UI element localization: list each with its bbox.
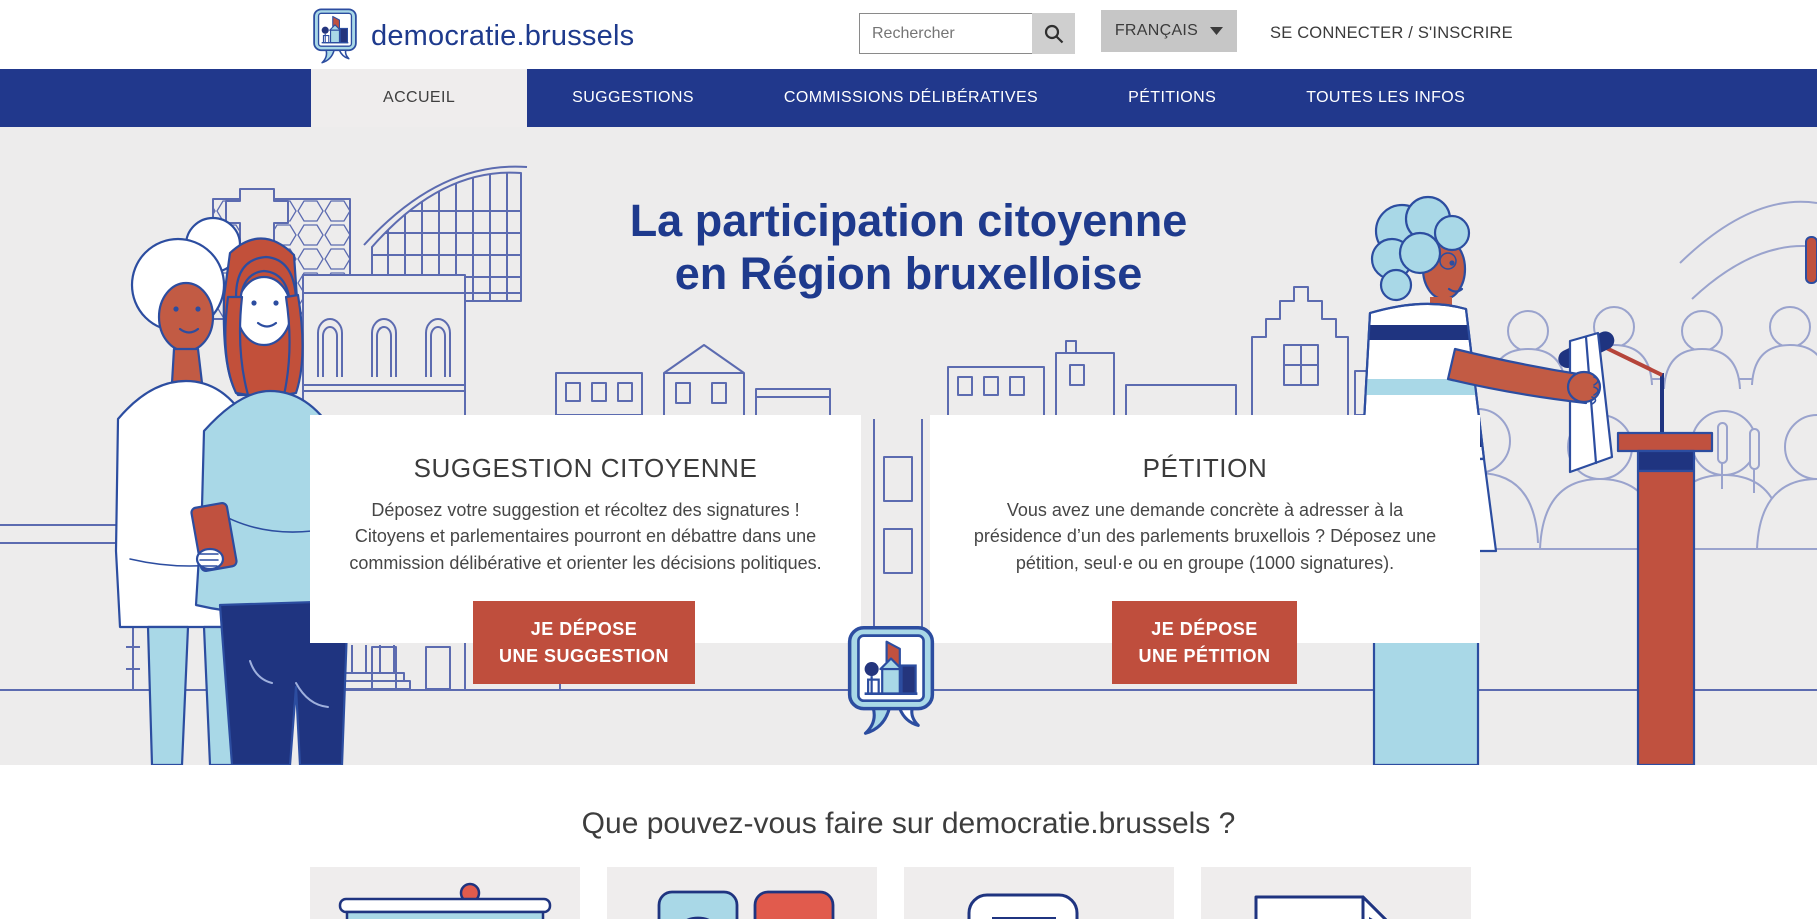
feature-card-page — [1201, 867, 1471, 919]
feature-card-search-vote — [607, 867, 877, 919]
hero-title-line1: La participation citoyenne — [629, 195, 1188, 246]
hero-section — [0, 127, 1817, 765]
hero-title — [0, 195, 1817, 300]
language-label: FRANÇAIS — [1114, 22, 1199, 39]
language-selector[interactable] — [1101, 10, 1237, 52]
chevron-down-icon — [1210, 27, 1223, 35]
hero-title-line2: en Région bruxelloise — [674, 247, 1143, 299]
rounded-document-icon — [904, 867, 1174, 919]
speech-bubble-badge-icon — [847, 625, 935, 736]
what-heading: Que pouvez-vous faire sur democratie.brussels ? — [581, 807, 1236, 840]
suggestion-card-body: Déposez votre suggestion et récoltez des signatures ! Citoyens et parlementaires pourront en débattre dans une commission délibérative et orienter les décisions politiques. — [349, 500, 822, 573]
search-button[interactable] — [1032, 13, 1075, 54]
squares-icon — [607, 867, 877, 919]
submit-petition-button[interactable]: JE DÉPOSE UNE PÉTITION — [1112, 601, 1297, 684]
nav-item-petitions[interactable]: PÉTITIONS — [1128, 89, 1217, 106]
submit-suggestion-button[interactable]: JE DÉPOSE UNE SUGGESTION — [473, 601, 695, 684]
petition-card-title: PÉTITION — [1142, 453, 1268, 483]
laptop-icon — [310, 867, 580, 919]
search-icon — [1043, 23, 1065, 45]
feature-card-document — [904, 867, 1174, 919]
nav-item-accueil[interactable]: ACCUEIL — [311, 69, 527, 127]
brand-logo-icon — [312, 8, 358, 64]
main-nav — [0, 69, 1817, 127]
what-section — [0, 765, 1817, 919]
brand-logo[interactable] — [312, 8, 634, 64]
login-link[interactable]: SE CONNECTER / S'INSCRIRE — [1270, 24, 1513, 42]
top-header — [0, 0, 1817, 69]
feature-cards-row — [310, 867, 1471, 919]
feature-card-laptop — [310, 867, 580, 919]
petition-card-body: Vous avez une demande concrète à adresser à la présidence d’un des parlements bruxellois ? Déposez une pétition, seul·e ou en groupe (1000 signatures). — [973, 500, 1437, 573]
brand-name: democratie.brussels — [371, 19, 635, 52]
search-input[interactable] — [859, 13, 1032, 54]
nav-item-suggestions[interactable]: SUGGESTIONS — [572, 89, 694, 106]
search-bar — [859, 13, 1075, 54]
nav-item-toutes-les-infos[interactable]: TOUTES LES INFOS — [1306, 89, 1466, 106]
page-fold-icon — [1201, 867, 1471, 919]
suggestion-card-title: SUGGESTION CITOYENNE — [413, 453, 758, 483]
nav-item-commissions-deliberatives[interactable]: COMMISSIONS DÉLIBÉRATIVES — [783, 89, 1039, 106]
